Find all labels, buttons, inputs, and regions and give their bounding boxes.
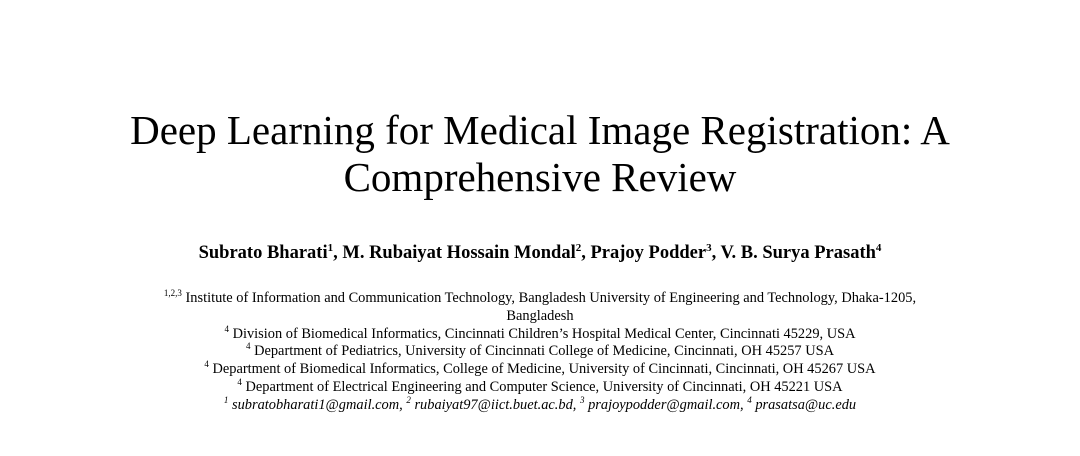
affiliation-text: Department of Electrical Engineering and Computer Science, University of Cincinnati, OH 45221 USA xyxy=(241,378,843,395)
author-name: V. B. Surya Prasath xyxy=(720,243,876,263)
author-affiliation-marker: 1 xyxy=(327,241,334,254)
affiliation-text: Institute of Information and Communication Technology, Bangladesh University of Engineering and Technology, Dhaka-1205, xyxy=(181,290,917,306)
affiliation-text: Bangladesh xyxy=(506,307,574,324)
email-marker: 1 xyxy=(223,394,229,405)
affiliation-list xyxy=(0,290,1080,415)
affiliation-marker: 1,2,3 xyxy=(163,288,182,299)
affiliation-marker: 4 xyxy=(245,341,251,352)
author-separator: , xyxy=(581,243,591,263)
affiliation-text: Department of Biomedical Informatics, College of Medicine, University of Cincinnati, Cincinnati, OH 45267 USA xyxy=(208,361,876,378)
author-affiliation-marker: 4 xyxy=(875,241,882,254)
paper-title-line-2: Comprehensive Review xyxy=(343,154,737,200)
email-line xyxy=(0,394,1080,415)
author-affiliation-marker: 3 xyxy=(706,241,712,254)
email-link[interactable]: rubaiyat97@iict.buet.ac.bd xyxy=(410,396,573,413)
author-separator: , xyxy=(333,243,343,263)
author-list xyxy=(0,241,1080,265)
affiliation-line xyxy=(0,361,1080,379)
email-marker: 4 xyxy=(747,394,752,405)
author-name: Subrato Bharati xyxy=(198,243,328,263)
email-marker: 3 xyxy=(579,394,585,405)
email-separator: , xyxy=(399,396,407,413)
author-separator: , xyxy=(711,243,721,263)
affiliation-marker: 4 xyxy=(224,323,229,334)
paper-title-line-1: Deep Learning for Medical Image Registration: A xyxy=(130,107,950,153)
email-link[interactable]: prajoypodder@gmail.com xyxy=(584,396,741,413)
affiliation-line xyxy=(0,343,1080,361)
author-affiliation-marker: 2 xyxy=(575,241,582,254)
email-separator: , xyxy=(740,396,748,413)
email-link[interactable]: subratobharati1@gmail.com xyxy=(228,396,400,413)
affiliation-marker: 4 xyxy=(204,359,209,370)
email-marker: 2 xyxy=(406,394,411,405)
affiliation-text: Division of Biomedical Informatics, Cincinnati Children’s Hospital Medical Center, Cincinnati 45229, USA xyxy=(228,325,856,342)
email-separator: , xyxy=(572,396,580,413)
author-name: M. Rubaiyat Hossain Mondal xyxy=(342,243,576,263)
affiliation-line xyxy=(0,290,1080,308)
paper-title xyxy=(0,107,1080,201)
affiliation-line xyxy=(0,379,1080,397)
affiliation-line xyxy=(0,308,1080,326)
affiliation-text: Department of Pediatrics, University of Cincinnati College of Medicine, Cincinnati, OH 45257 USA xyxy=(250,343,834,360)
email-link[interactable]: prasatsa@uc.edu xyxy=(751,396,857,413)
affiliation-marker: 4 xyxy=(237,377,242,388)
author-name: Prajoy Podder xyxy=(590,243,707,263)
affiliation-line xyxy=(0,323,1080,344)
